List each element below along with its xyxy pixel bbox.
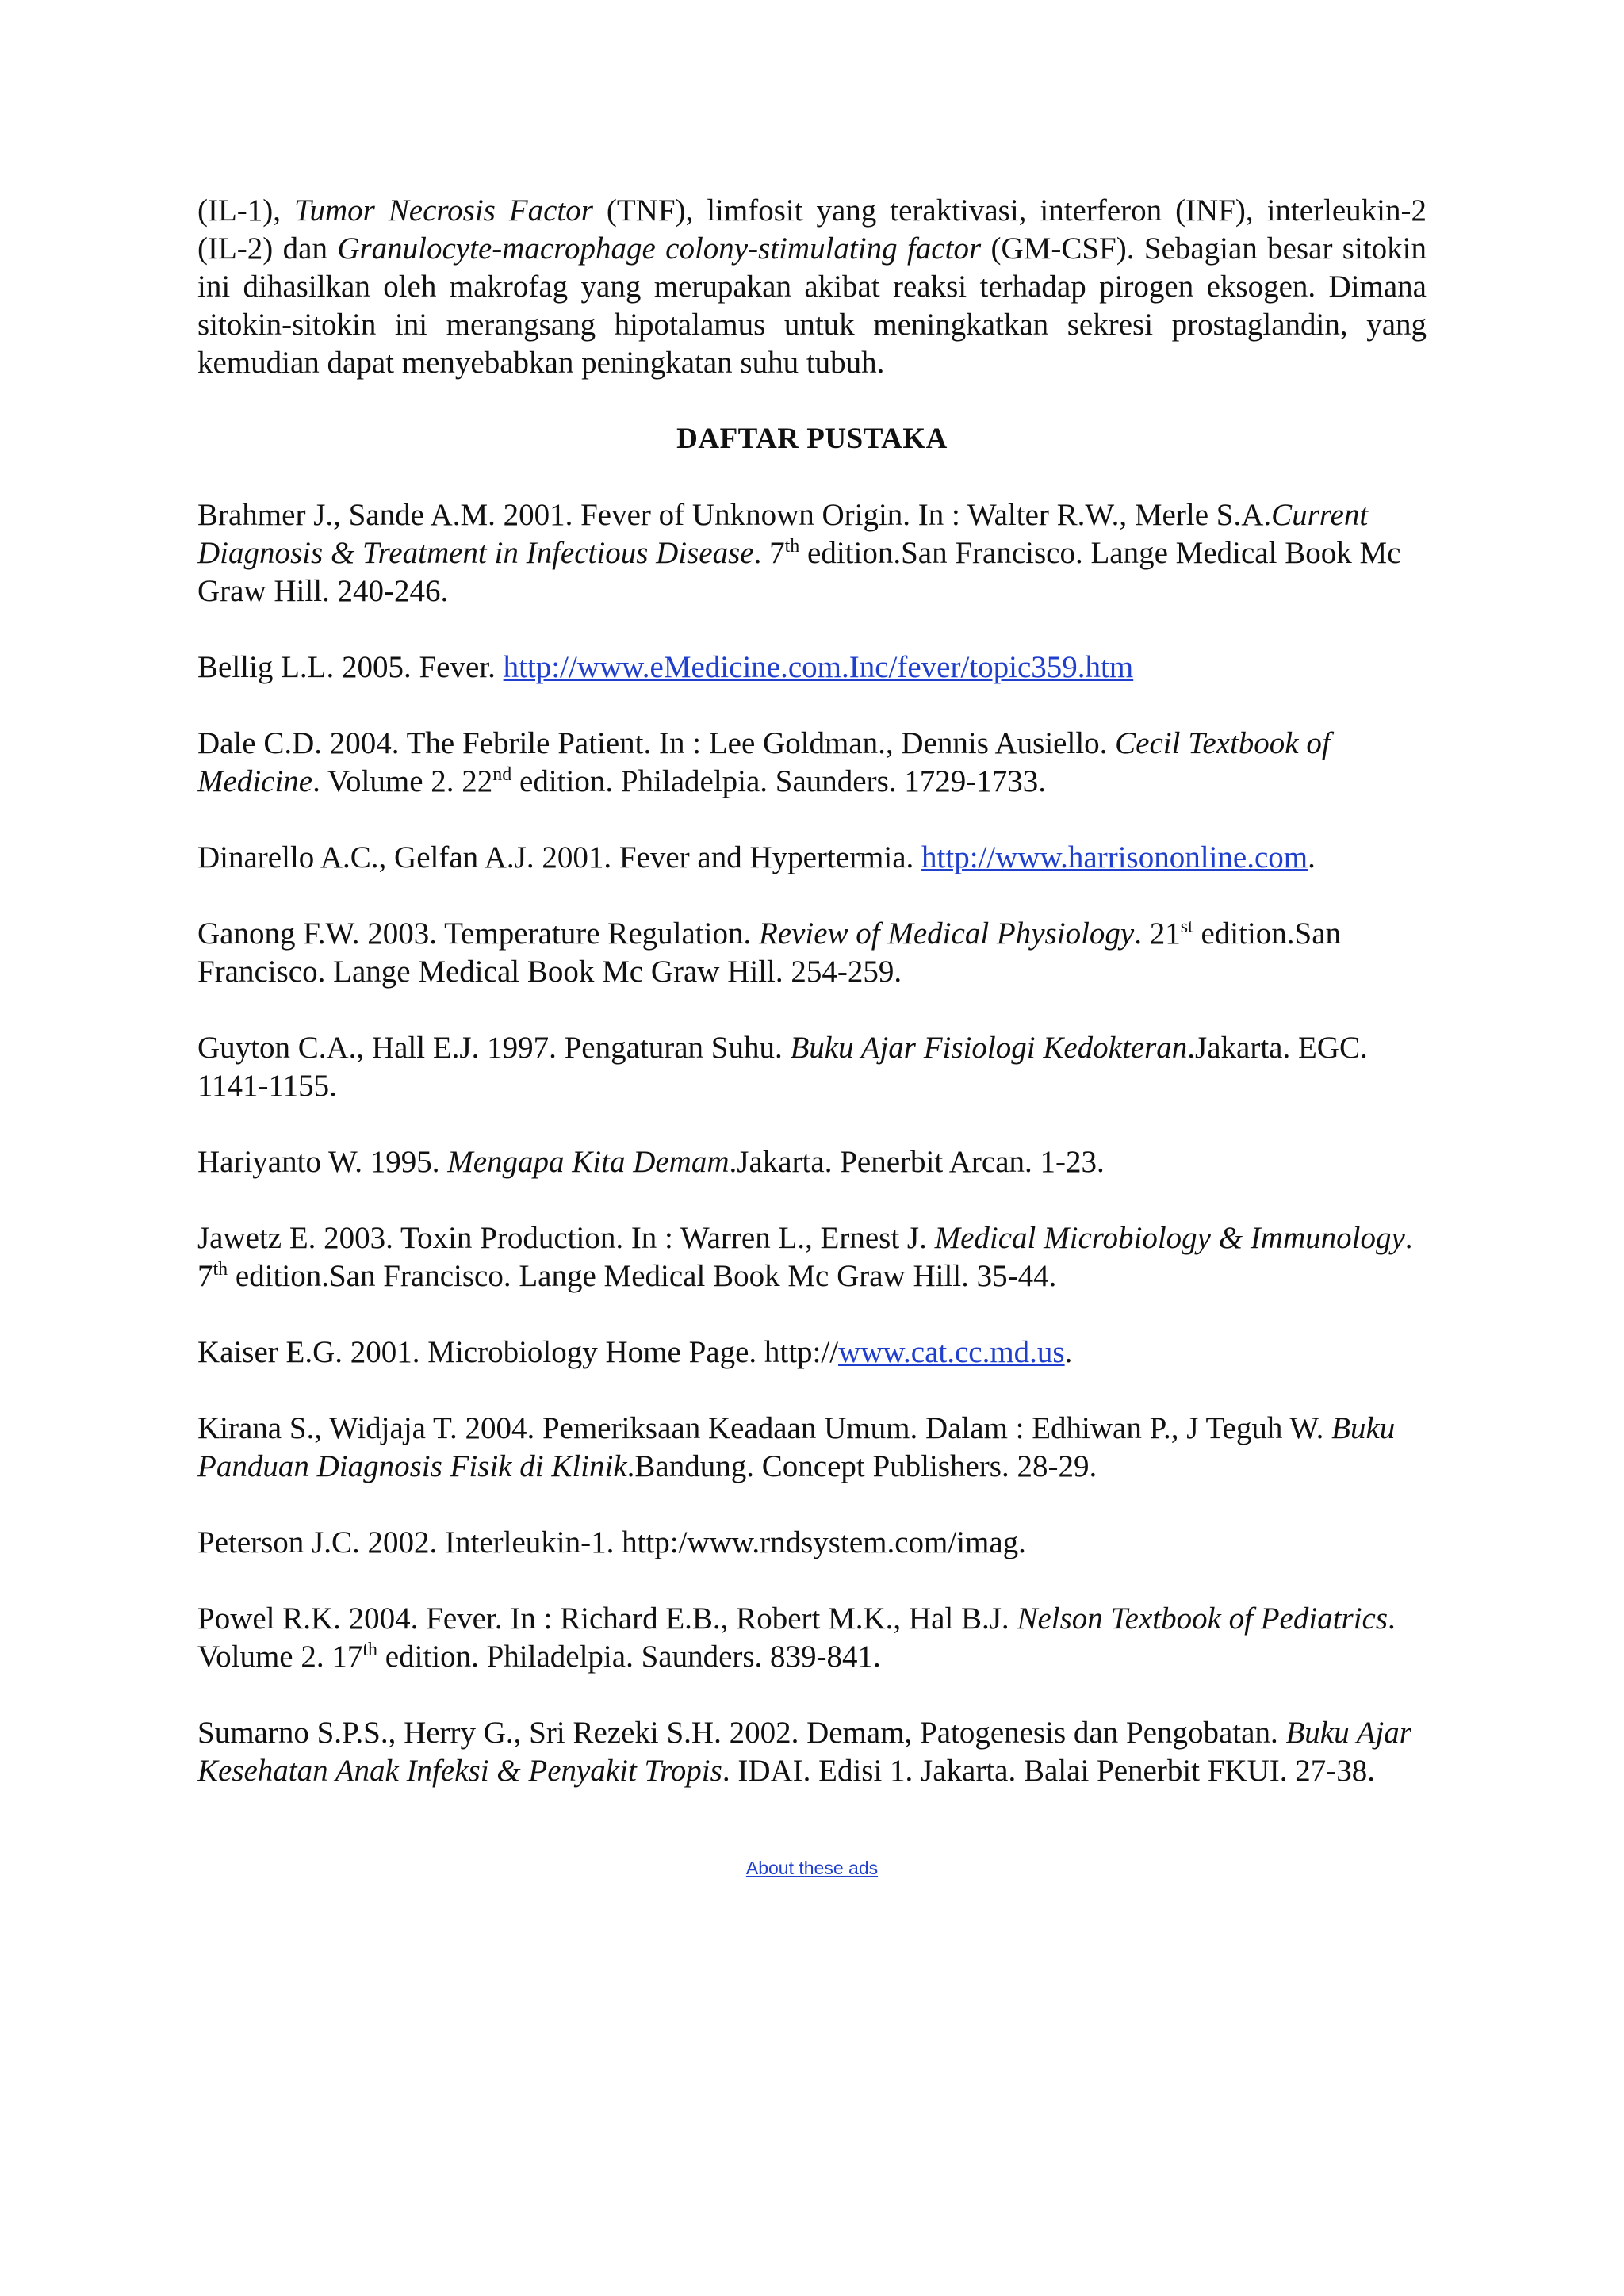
- reference-kaiser: [197, 1334, 1427, 1372]
- ref-text: Kaiser E.G. 2001. Microbiology Home Page. http://: [197, 1335, 839, 1369]
- intro-italic-term: Granulocyte-macrophage colony-stimulating factor: [337, 232, 982, 266]
- ref-link-emedicine[interactable]: http://www.eMedicine.com.Inc/fever/topic359.htm: [503, 650, 1134, 684]
- ref-title: Current Diagnosis & Treatment in Infectious Disease: [197, 498, 1369, 570]
- reference-kirana: [197, 1410, 1427, 1486]
- ref-text: . Volume 2. 22: [312, 764, 493, 798]
- ref-text: Powel R.K. 2004. Fever. In : Richard E.B., Robert M.K., Hal B.J.: [197, 1601, 1017, 1636]
- ref-ordinal-suffix: th: [784, 536, 800, 557]
- references-heading: DAFTAR PUSTAKA: [676, 423, 948, 455]
- ref-ordinal-suffix: nd: [492, 764, 512, 785]
- about-ads-link[interactable]: About these ads: [745, 1858, 879, 1878]
- intro-text: (GM-CSF). Sebagian besar sitokin ini dihasilkan oleh makrofag yang merupakan akibat reaksi terhadap pirogen eksogen. Dimana sitokin-sitokin ini merangsang hipotalamus untuk meningkatkan sekresi prostaglandin, yang kemudian dapat menyebabkan peningkatan suhu tubuh.: [197, 232, 1427, 380]
- ref-text: .Jakarta. EGC. 1141-1155.: [197, 1031, 1368, 1103]
- ref-title: Nelson Textbook of Pediatrics: [1017, 1601, 1388, 1636]
- ref-text: Brahmer J., Sande A.M. 2001. Fever of Unknown Origin. In : Walter R.W., Merle S.A.: [197, 498, 1272, 532]
- ref-text: . Volume 2. 17: [197, 1601, 1396, 1674]
- ref-text: edition.San Francisco. Lange Medical Book Mc Graw Hill. 240-246.: [197, 536, 1401, 608]
- ref-text: .: [1064, 1335, 1073, 1369]
- page-content: [197, 192, 1427, 1790]
- ref-title: Buku Panduan Diagnosis Fisik di Klinik: [197, 1411, 1396, 1483]
- reference-jawetz: [197, 1219, 1427, 1295]
- reference-ganong: [197, 915, 1427, 991]
- ref-link-cat-cc[interactable]: www.cat.cc.md.us: [838, 1335, 1065, 1369]
- ref-text: . 7: [753, 536, 785, 570]
- reference-brahmer: [197, 496, 1427, 610]
- ref-text: Kirana S., Widjaja T. 2004. Pemeriksaan Keadaan Umum. Dalam : Edhiwan P., J Teguh W.: [197, 1411, 1332, 1445]
- intro-text: (TNF), limfosit yang teraktivasi, interferon (INF), interleukin-2 (IL-2) dan: [197, 193, 1427, 266]
- reference-dale: [197, 725, 1427, 801]
- ref-text: Jawetz E. 2003. Toxin Production. In : Warren L., Ernest J.: [197, 1221, 935, 1255]
- ref-text: Ganong F.W. 2003. Temperature Regulation.: [197, 916, 759, 951]
- ref-text: Dinarello A.C., Gelfan A.J. 2001. Fever and Hypertermia.: [197, 840, 922, 874]
- intro-italic-term: Tumor Necrosis Factor: [293, 193, 593, 228]
- ref-title: Cecil Textbook of Medicine: [197, 726, 1331, 798]
- ref-text: Hariyanto W. 1995.: [197, 1145, 448, 1179]
- reference-bellig: [197, 649, 1427, 687]
- ref-text: .Jakarta. Penerbit Arcan. 1-23.: [729, 1145, 1105, 1179]
- ref-ordinal-suffix: th: [213, 1259, 228, 1280]
- ref-text: . IDAI. Edisi 1. Jakarta. Balai Penerbit FKUI. 27-38.: [722, 1754, 1375, 1788]
- ref-title: Mengapa Kita Demam: [447, 1145, 730, 1179]
- reference-guyton: [197, 1029, 1427, 1105]
- ref-text: Sumarno S.P.S., Herry G., Sri Rezeki S.H. 2002. Demam, Patogenesis dan Pengobatan.: [197, 1716, 1286, 1750]
- ref-text: . 21: [1134, 916, 1181, 951]
- ref-text: edition.San Francisco. Lange Medical Book Mc Graw Hill. 35-44.: [228, 1259, 1057, 1293]
- ref-text: edition. Philadelpia. Saunders. 839-841.: [377, 1640, 881, 1674]
- ref-text: edition.San Francisco. Lange Medical Book Mc Graw Hill. 254-259.: [197, 916, 1342, 989]
- reference-dinarello: [197, 839, 1427, 877]
- ref-text: Bellig L.L. 2005. Fever.: [197, 650, 504, 684]
- reference-peterson: [197, 1524, 1427, 1562]
- ref-title: Buku Ajar Fisiologi Kedokteran: [790, 1031, 1188, 1065]
- ref-ordinal-suffix: th: [362, 1640, 378, 1660]
- intro-text: (IL-1),: [197, 193, 294, 228]
- ref-text: .: [1308, 840, 1316, 874]
- ref-title: Buku Ajar Kesehatan Anak Infeksi & Penyakit Tropis: [197, 1716, 1411, 1788]
- reference-sumarno: [197, 1714, 1427, 1790]
- reference-hariyanto: [197, 1143, 1427, 1181]
- ref-ordinal-suffix: st: [1180, 916, 1193, 937]
- ref-link-harrisononline[interactable]: http://www.harrisononline.com: [921, 840, 1308, 874]
- ref-text: .Bandung. Concept Publishers. 28-29.: [626, 1449, 1097, 1483]
- ads-footer: [0, 1857, 1624, 1879]
- ref-text: Peterson J.C. 2002. Interleukin-1. http:/www.rndsystem.com/imag.: [197, 1525, 1026, 1559]
- ref-title: Review of Medical Physiology: [758, 916, 1135, 951]
- reference-powel: [197, 1600, 1427, 1676]
- ref-text: Dale C.D. 2004. The Febrile Patient. In : Lee Goldman., Dennis Ausiello.: [197, 726, 1116, 760]
- ref-text: . 7: [197, 1221, 1413, 1293]
- ref-text: Guyton C.A., Hall E.J. 1997. Pengaturan Suhu.: [197, 1031, 791, 1065]
- intro-paragraph: [197, 192, 1427, 382]
- ref-title: Medical Microbiology & Immunology: [934, 1221, 1405, 1255]
- ref-text: edition. Philadelpia. Saunders. 1729-1733.: [511, 764, 1047, 798]
